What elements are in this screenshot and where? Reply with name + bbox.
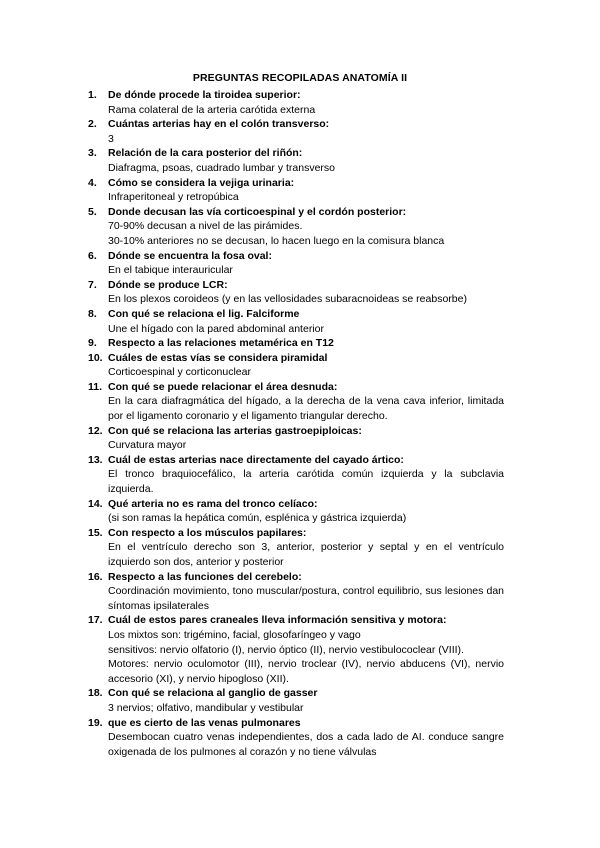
answer-text: Rama colateral de la arteria carótida externa: [108, 103, 316, 116]
question-number: 12.: [88, 424, 103, 437]
answer-text: 70-90% decusan a nivel de las pirámides.: [108, 220, 303, 233]
question-number: 1.: [88, 89, 97, 101]
question-text: Dónde se encuentra la fosa oval:: [108, 249, 272, 262]
question-item: [88, 380, 504, 424]
question-text: Con qué se relaciona al ganglio de gasser: [108, 687, 318, 700]
question-text: De dónde procede la tiroidea superior:: [108, 89, 301, 101]
answer-block: [88, 394, 504, 423]
answer-block: [88, 730, 504, 759]
question-heading: [88, 497, 504, 512]
question-text: Relación de la cara posterior del riñón:: [108, 147, 303, 160]
question-number: 16.: [88, 570, 103, 583]
answer-block: [88, 584, 504, 613]
question-item: [88, 307, 504, 336]
answer-block: [88, 103, 504, 118]
question-heading: [88, 146, 504, 161]
question-item: [88, 176, 504, 205]
question-text: Qué arteria no es rama del tronco celíaco:: [108, 497, 318, 510]
answer-text: sensitivos: nervio olfatorio (I), nervio óptico (II), nervio vestibulococlear (VIII).: [108, 643, 464, 656]
answer-block: [88, 511, 504, 526]
question-number: 19.: [88, 716, 103, 729]
question-text: Con qué se puede relacionar el área desnuda:: [108, 380, 338, 393]
question-number: 6.: [88, 249, 97, 262]
question-text: Cuáles de estas vías se considera piramidal: [108, 351, 328, 364]
answer-text: 30-10% anteriores no se decusan, lo hacen luego en la comisura blanca: [108, 234, 445, 247]
question-number: 5.: [88, 205, 97, 218]
question-number: 3.: [88, 147, 97, 160]
question-item: [88, 453, 504, 497]
question-text: Cómo se considera la vejiga urinaria:: [108, 176, 295, 189]
question-number: 4.: [88, 176, 97, 189]
question-number: 18.: [88, 687, 103, 700]
question-heading: [88, 117, 504, 132]
question-number: 2.: [88, 118, 97, 131]
question-heading: [88, 453, 504, 468]
answer-text: El tronco braquiocefálico, la arteria carótida común izquierda y la subclavia izquierda.: [108, 468, 504, 496]
question-number: 10.: [88, 351, 103, 364]
question-list: [88, 88, 504, 759]
question-heading: [88, 526, 504, 541]
question-text: Respecto a las relaciones metamérica en T12: [108, 337, 334, 350]
question-heading: [88, 570, 504, 585]
answer-text: En la cara diafragmática del hígado, a la derecha de la vena cava inferior, limitada por el ligamento coronario y el ligamento triangular derecho.: [108, 395, 504, 423]
answer-block: [88, 161, 504, 176]
question-number: 9.: [88, 337, 97, 350]
question-item: [88, 570, 504, 614]
answer-block: [88, 540, 504, 569]
question-heading: [88, 716, 504, 731]
question-number: 7.: [88, 278, 97, 291]
question-heading: [88, 278, 504, 293]
answer-text: 3 nervios; olfativo, mandibular y vestibular: [108, 701, 304, 714]
answer-text: En el ventrículo derecho son 3, anterior, posterior y septal y en el ventrículo izquierdo son dos, anterior y posterior: [108, 541, 504, 568]
question-item: [88, 278, 504, 307]
question-item: [88, 205, 504, 249]
question-number: 13.: [88, 453, 103, 466]
question-heading: [88, 205, 504, 220]
question-heading: [88, 307, 504, 322]
question-text: Con qué se relaciona las arterias gastroepiploicas:: [108, 424, 362, 437]
question-text: Con respecto a los músculos papilares:: [108, 526, 307, 539]
answer-text: Motores: nervio oculomotor (III), nervio troclear (IV), nervio abducens (VI), nervio accesorio (XI), y nervio hipogloso (XII).: [108, 658, 504, 685]
answer-text: Une el hígado con la pared abdominal anterior: [108, 322, 324, 335]
question-item: [88, 351, 504, 380]
question-heading: [88, 686, 504, 701]
answer-block: [88, 628, 504, 686]
question-number: 8.: [88, 307, 97, 320]
question-item: [88, 336, 504, 351]
page-title: PREGUNTAS RECOPILADAS ANATOMÍA II: [192, 72, 408, 84]
question-heading: [88, 351, 504, 366]
answer-block: [88, 322, 504, 337]
answer-text: Los mixtos son: trigémino, facial, glosofaríngeo y vago: [108, 628, 361, 641]
answer-block: [88, 190, 504, 205]
question-item: [88, 497, 504, 526]
question-item: [88, 146, 504, 175]
answer-text: Infraperitoneal y retropúbica: [108, 191, 239, 204]
question-heading: [88, 88, 504, 103]
question-item: [88, 613, 504, 686]
answer-text: Curvatura mayor: [108, 439, 187, 452]
question-number: 14.: [88, 497, 103, 510]
question-item: [88, 716, 504, 760]
question-text: Dónde se produce LCR:: [108, 278, 228, 291]
question-item: [88, 249, 504, 278]
answer-text: En los plexos coroideos (y en las vellosidades subaracnoideas se reabsorbe): [108, 293, 467, 306]
answer-text: 3: [108, 132, 114, 145]
answer-block: [88, 132, 504, 147]
question-item: [88, 424, 504, 453]
answer-block: [88, 292, 504, 307]
answer-block: [88, 438, 504, 453]
answer-text: (si son ramas la hepática común, esplénica y gástrica izquierda): [108, 512, 407, 525]
answer-block: [88, 701, 504, 716]
answer-text: Desembocan cuatro venas independientes, dos a cada lado de AI. conduce sangre oxigenada de los pulmones al corazón y no tiene válvulas: [108, 731, 504, 758]
question-text: Cuál de estas arterias nace directamente del cayado ártico:: [108, 453, 404, 466]
answer-text: Diafragma, psoas, cuadrado lumbar y transverso: [108, 161, 336, 174]
question-text: Con qué se relaciona el lig. Falciforme: [108, 307, 300, 320]
question-heading: [88, 249, 504, 264]
question-number: 17.: [88, 614, 103, 627]
question-heading: [88, 176, 504, 191]
question-number: 15.: [88, 526, 103, 539]
answer-text: Corticoespinal y corticonuclear: [108, 366, 251, 379]
question-item: [88, 686, 504, 715]
question-text: Respecto a las funciones del cerebelo:: [108, 570, 302, 583]
question-number: 11.: [88, 380, 103, 393]
question-item: [88, 117, 504, 146]
question-heading: [88, 424, 504, 439]
question-item: [88, 526, 504, 570]
answer-block: [88, 219, 504, 248]
question-heading: [88, 336, 504, 351]
answer-block: [88, 365, 504, 380]
answer-text: Coordinación movimiento, tono muscular/postura, control equilibrio, sus lesiones dan síntomas ipsilaterales: [108, 585, 504, 612]
question-heading: [88, 613, 504, 628]
answer-block: [88, 467, 504, 496]
question-text: que es cierto de las venas pulmonares: [108, 716, 301, 729]
answer-block: [88, 263, 504, 278]
answer-text: En el tabique interauricular: [108, 264, 233, 277]
question-text: Cuántas arterias hay en el colón transverso:: [108, 118, 330, 131]
question-item: [88, 88, 504, 117]
question-text: Cuál de estos pares craneales lleva información sensitiva y motora:: [108, 614, 447, 627]
question-heading: [88, 380, 504, 395]
question-text: Donde decusan las vía corticoespinal y el cordón posterior:: [108, 205, 407, 218]
